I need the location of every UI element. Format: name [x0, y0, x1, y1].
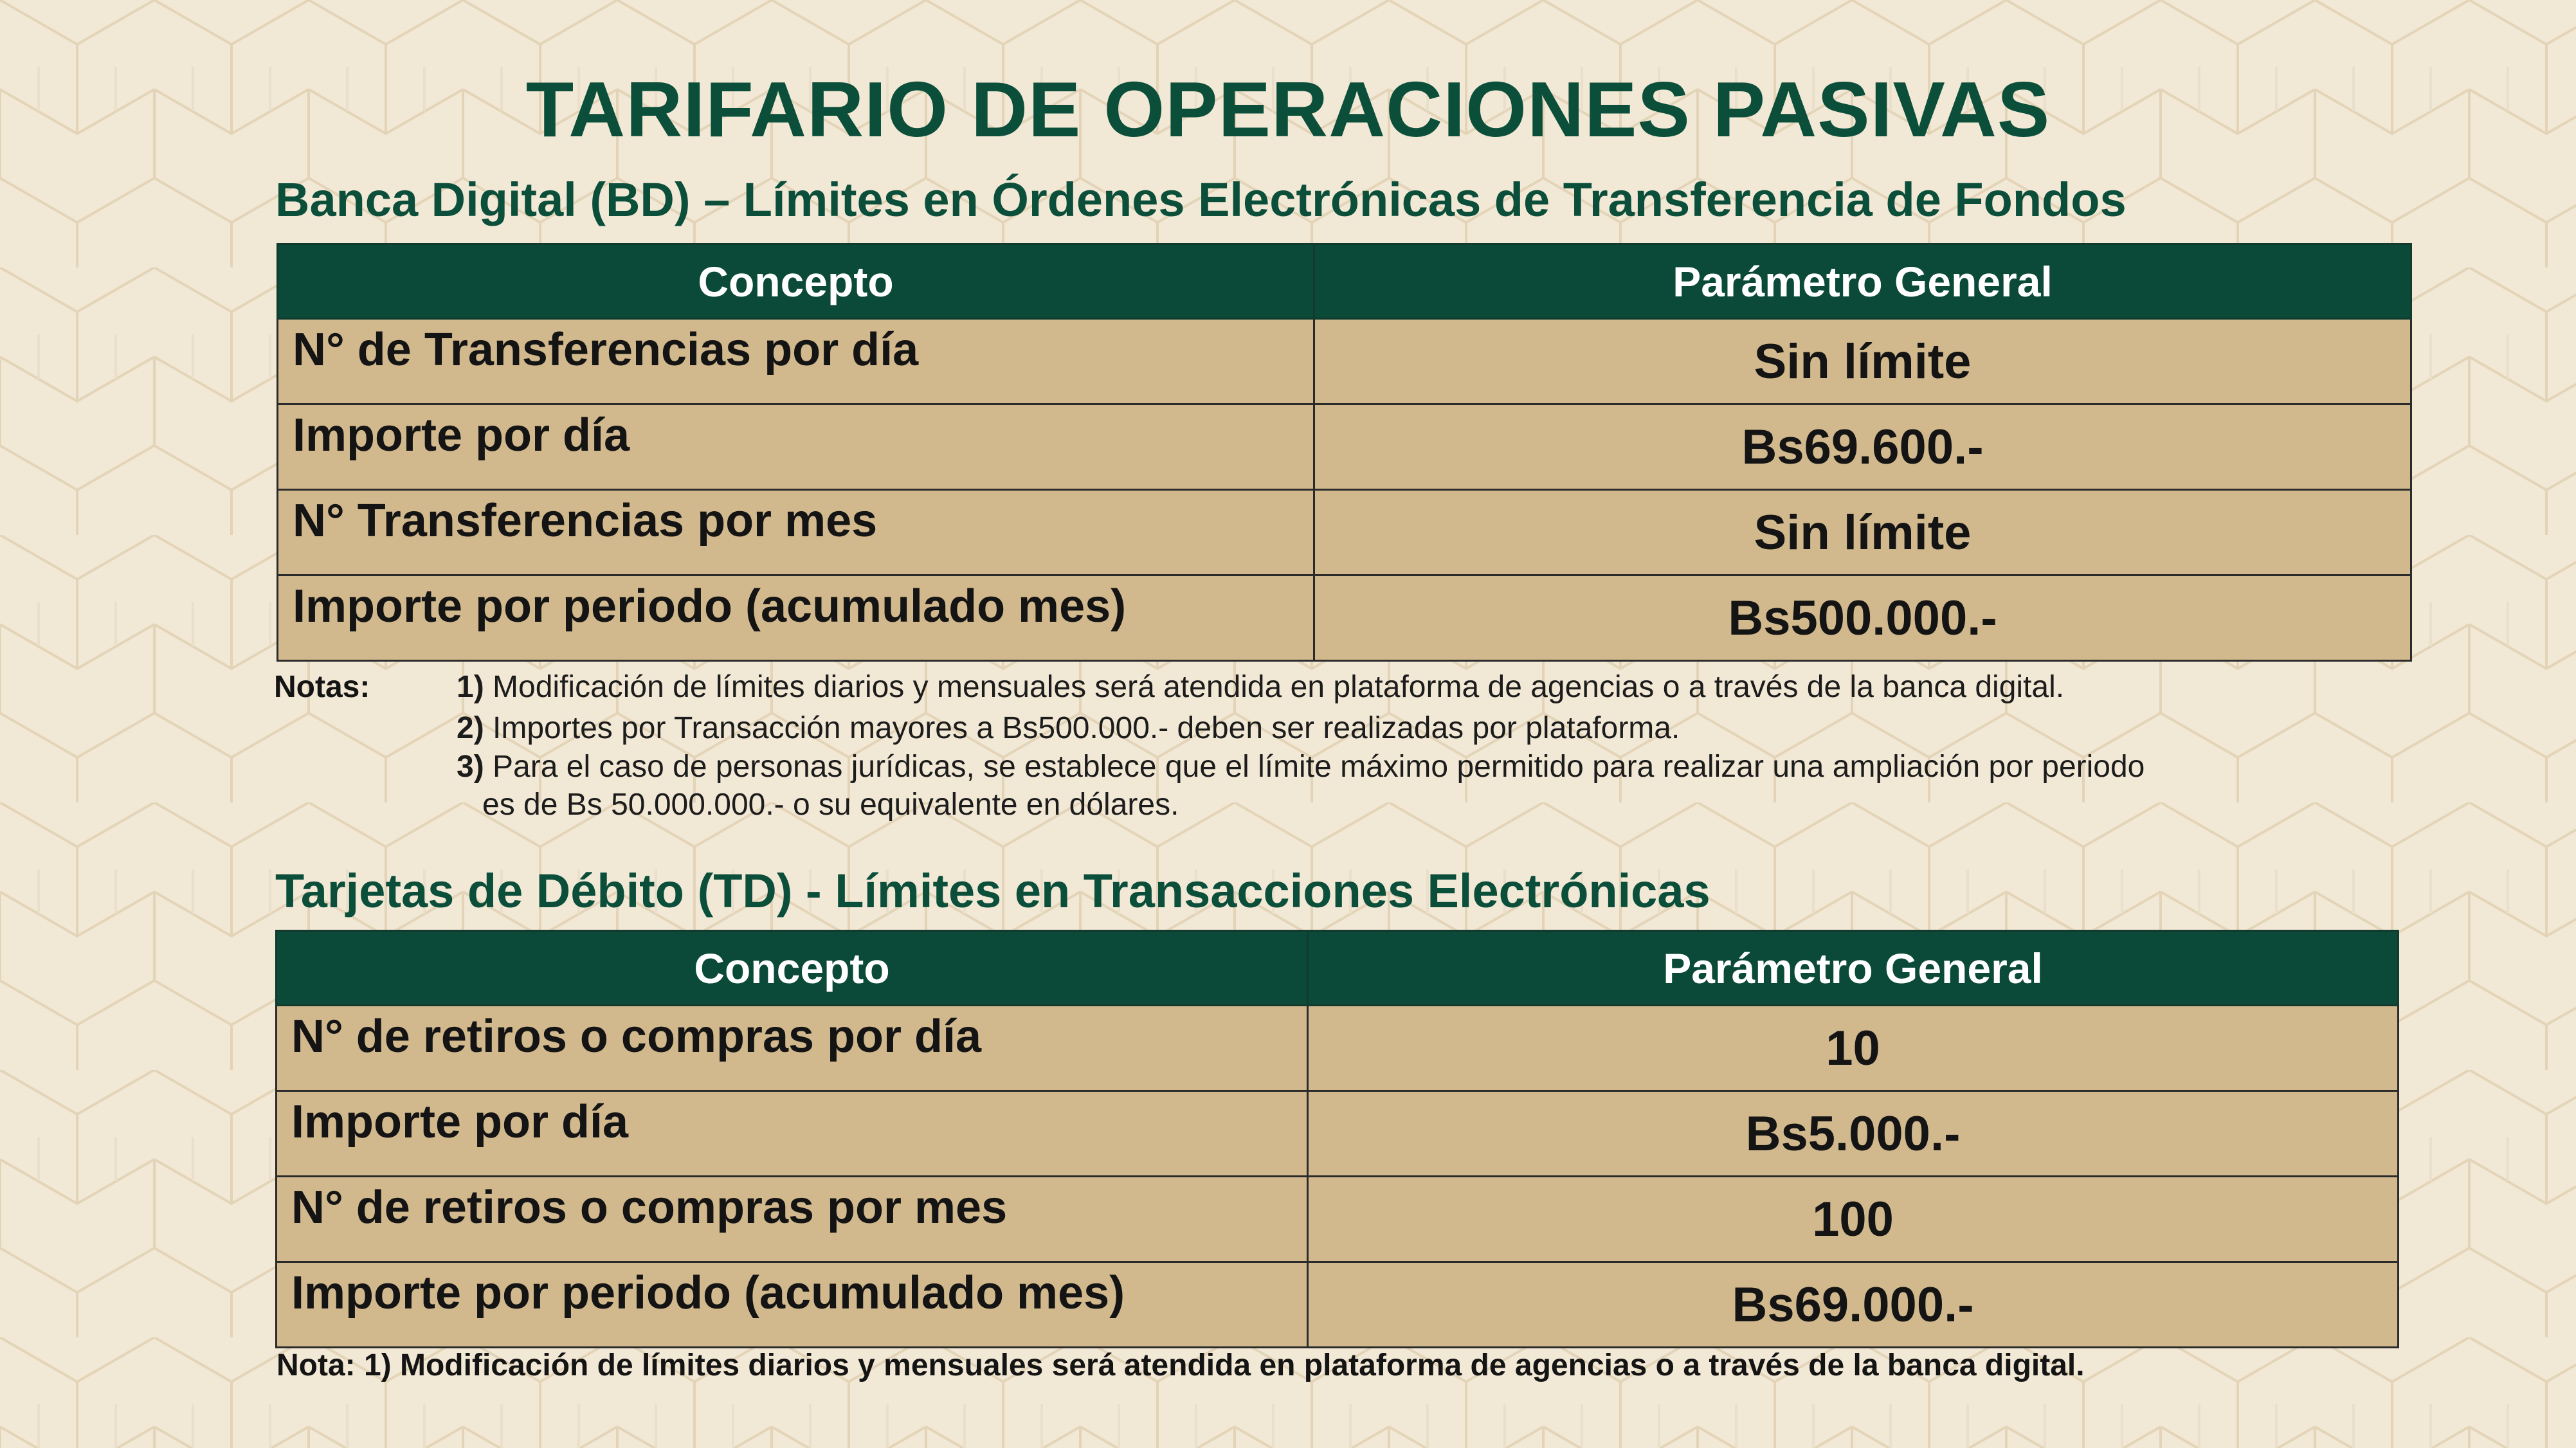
concept-cell: Importe por día [277, 1091, 1308, 1177]
concept-cell: N° de retiros o compras por mes [277, 1177, 1308, 1262]
table-row [277, 1177, 2399, 1262]
page-title: TARIFARIO DE OPERACIONES PASIVAS [525, 66, 2051, 153]
param-cell: Sin límite [1314, 490, 2411, 575]
section-td-subtitle: Tarjetas de Débito (TD) - Límites en Transacciones Electrónicas [275, 864, 1710, 918]
concept-cell: N° de Transferencias por día [278, 319, 1314, 404]
table-row [278, 319, 2411, 404]
table-row [278, 404, 2411, 490]
param-cell: Bs500.000.- [1314, 575, 2411, 661]
param-cell: Sin límite [1314, 319, 2411, 404]
concept-cell: N° Transferencias por mes [278, 490, 1314, 575]
table-header-row [278, 244, 2411, 319]
note-text: Modificación de límites diarios y mensuales será atendida en plataforma de agencias o a través de la banca digital. [493, 670, 2065, 704]
note-3 [457, 749, 2145, 784]
note-text: Importes por Transacción mayores a Bs500.000.- deben ser realizadas por plataforma. [493, 711, 1680, 745]
note-1 [457, 669, 2064, 705]
param-cell: 100 [1308, 1177, 2399, 1262]
table-row [277, 1091, 2399, 1177]
param-cell: Bs69.000.- [1308, 1262, 2399, 1348]
section-bd-subtitle: Banca Digital (BD) – Límites en Órdenes Electrónicas de Transferencia de Fondos [275, 173, 2127, 226]
note-number: 1) [457, 670, 484, 704]
note-2 [457, 710, 1680, 746]
header-concepto: Concepto [278, 244, 1314, 319]
concept-cell: N° de retiros o compras por día [277, 1006, 1308, 1091]
concept-cell: Importe por periodo (acumulado mes) [277, 1262, 1308, 1348]
table-row [278, 490, 2411, 575]
header-concepto: Concepto [277, 931, 1308, 1006]
header-parametro-general: Parámetro General [1314, 244, 2411, 319]
note-number: 3) [457, 750, 484, 784]
header-parametro-general: Parámetro General [1308, 931, 2399, 1006]
note-number: 2) [457, 711, 484, 745]
table-row [277, 1262, 2399, 1348]
td-footnote: Nota: 1) Modificación de límites diarios y mensuales será atendida en plataforma de agencias o a través de la banca digital. [277, 1348, 2085, 1382]
concept-cell: Importe por periodo (acumulado mes) [278, 575, 1314, 661]
table-row [278, 575, 2411, 661]
bd-limits-table [277, 243, 2412, 662]
td-limits-table [275, 930, 2399, 1348]
table-header-row [277, 931, 2399, 1006]
table-row [277, 1006, 2399, 1091]
param-cell: 10 [1308, 1006, 2399, 1091]
concept-cell: Importe por día [278, 404, 1314, 490]
param-cell: Bs5.000.- [1308, 1091, 2399, 1177]
notes-label: Notas: [274, 670, 370, 704]
note-3-continuation: es de Bs 50.000.000.- o su equivalente en dólares. [482, 788, 1179, 822]
note-text: Para el caso de personas jurídicas, se establece que el límite máximo permitido para realizar una ampliación por periodo [493, 750, 2145, 784]
param-cell: Bs69.600.- [1314, 404, 2411, 490]
